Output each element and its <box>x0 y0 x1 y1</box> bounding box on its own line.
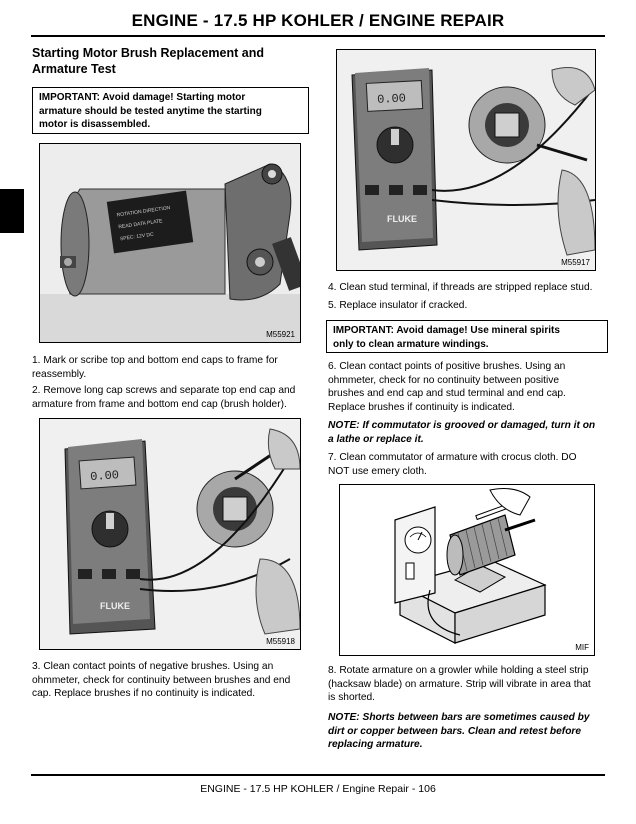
step-5: 5. Replace insulator if cracked. <box>328 300 468 311</box>
page-footer: ENGINE - 17.5 HP KOHLER / Engine Repair - 106 <box>200 783 436 795</box>
step8-line1: 8. Rotate armature on a growler while holding a steel strip <box>328 665 589 676</box>
figure2-caption: M55918 <box>266 637 295 646</box>
note1-line2: a lathe or replace it. <box>328 433 424 445</box>
step1-line1: 1. Mark or scribe top and bottom end caps to frame for <box>32 355 278 366</box>
footer-rule <box>31 774 605 776</box>
motor-label-text-3: SPEC: 12V DC <box>119 231 155 243</box>
meter2-display: 0.00 <box>376 91 407 107</box>
starter-motor-illustration <box>40 144 300 342</box>
section-tab-marker <box>0 189 24 233</box>
figure4-caption: MIF <box>575 643 589 652</box>
figure3-caption: M55917 <box>561 258 590 267</box>
figure1-caption: M55921 <box>266 330 295 339</box>
meter2-brand: FLUKE <box>387 214 417 224</box>
note1-line1: NOTE: If commutator is grooved or damaged, turn it on <box>328 420 596 431</box>
step-8 <box>328 664 618 705</box>
section-title-line1: Starting Motor Brush Replacement and <box>32 46 264 60</box>
important2-line1: IMPORTANT: Avoid damage! Use mineral spirits <box>333 325 560 336</box>
step-7 <box>328 451 618 478</box>
step6-line1: 6. Clean contact points of positive brushes. Using an <box>328 361 566 372</box>
step3-line1: 3. Clean contact points of negative brushes. Using an <box>32 661 274 672</box>
motor-label-text-1: ROTATION DIRECTION <box>116 205 171 219</box>
important1-line2: armature should be tested anytime the starting <box>39 105 262 117</box>
step7-line1: 7. Clean commutator of armature with crocus cloth. DO <box>328 452 577 463</box>
step2-line1: 2. Remove long cap screws and separate top end cap and <box>32 385 296 396</box>
note2-line2: dirt or copper between bars. Clean and retest before <box>328 725 582 737</box>
step3-line2: ohmmeter, check for continuity between brushes and end <box>32 674 291 686</box>
important1-line3: motor is disassembled. <box>39 119 151 130</box>
note-shorts <box>328 711 618 752</box>
step-2 <box>32 384 322 411</box>
growler-illustration <box>340 485 594 655</box>
note2-line1: NOTE: Shorts between bars are sometimes caused by <box>328 712 590 723</box>
step1-line2: reassembly. <box>32 368 87 380</box>
ohmmeter-negative-illustration <box>40 419 300 649</box>
note-commutator <box>328 419 618 446</box>
important1-line1: IMPORTANT: Avoid damage! Starting motor <box>39 92 246 103</box>
important-box-armature-test <box>32 87 309 134</box>
step-4: 4. Clean stud terminal, if threads are stripped replace stud. <box>328 282 593 293</box>
step6-line2: ohmmeter, check for no continuity between positive <box>328 374 560 386</box>
step-6 <box>328 360 618 414</box>
important-box-mineral-spirits <box>326 320 608 353</box>
important2-line2: only to clean armature windings. <box>333 338 489 350</box>
note2-line3: replacing armature. <box>328 739 423 751</box>
step-1 <box>32 354 312 381</box>
meter1-brand: FLUKE <box>100 601 130 611</box>
ohmmeter-positive-illustration <box>337 50 595 270</box>
section-title-line2: Armature Test <box>32 62 116 76</box>
step8-line2: (hacksaw blade) on armature. Strip will vibrate in area that <box>328 678 591 690</box>
page-header-title: ENGINE - 17.5 HP KOHLER / ENGINE REPAIR <box>131 11 505 30</box>
step2-line2: armature from frame and bottom end cap (brush holder). <box>32 398 287 410</box>
section-title <box>32 45 322 77</box>
header-rule <box>31 35 605 37</box>
figure-growler <box>339 484 595 656</box>
motor-label-text-2: READ DATA PLATE <box>118 218 163 231</box>
step3-line3: cap. Replace brushes if no continuity is indicated. <box>32 688 256 700</box>
step8-line3: is shorted. <box>328 692 375 704</box>
figure-starter-motor <box>39 143 301 343</box>
step6-line3: brushes and end cap and stud terminal and end cap. <box>328 388 566 400</box>
step7-line2: NOT use emery cloth. <box>328 465 427 477</box>
figure-ohmmeter-negative-brushes <box>39 418 301 650</box>
step6-line4: Replace brushes if continuity is indicated. <box>328 401 515 413</box>
meter1-display: 0.00 <box>89 468 120 485</box>
figure-ohmmeter-positive-brushes <box>336 49 596 271</box>
step-3 <box>32 660 322 701</box>
